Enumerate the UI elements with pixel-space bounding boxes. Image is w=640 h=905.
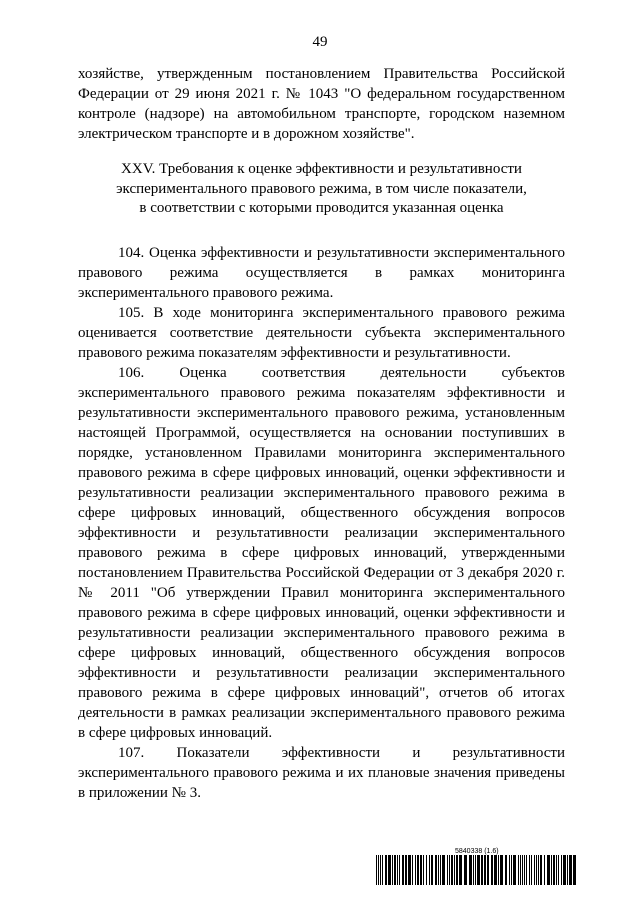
document-body (78, 64, 565, 803)
paragraph-106: 106. Оценка соответствия деятельности субъектов экспериментального правового режима показателям эффективности и результативности экспериментального правового режима, установленным настоящей Программой, осуществляется на основании поступивших в порядке, установленном Правилами мониторинга экспериментального правового режима в сфере цифровых инноваций, оценки эффективности и результативности реализации экспериментального правового режима в сфере цифровых инноваций, общественного обсуждения вопросов эффективности и результативности реализации экспериментального правового режима в сфере цифровых инноваций, утвержденными постановлением Правительства Российской Федерации от 3 декабря 2020 г. № 2011 "Об утверждении Правил мониторинга экспериментального правового режима в сфере цифровых инноваций, оценки эффективности и результативности реализации экспериментального правового режима в сфере цифровых инноваций, общественного обсуждения вопросов эффективности и результативности реализации экспериментального правового режима в сфере цифровых инноваций", отчетов об итогах деятельности в рамках реализации экспериментального правового режима в сфере цифровых инноваций. (78, 364, 565, 741)
section-heading-line-1: XXV. Требования к оценке эффективности и результативности (121, 161, 522, 177)
page-number: 49 (312, 34, 328, 50)
paragraph-105: 105. В ходе мониторинга экспериментального правового режима оценивается соответствие деятельности субъекта экспериментального правового режима показателям эффективности и результативности. (78, 304, 565, 361)
barcode-image (376, 855, 578, 885)
section-heading-line-3: в соответствии с которыми проводится указанная оценка (139, 200, 504, 216)
barcode-label: 5840338 (1.6) (455, 848, 499, 855)
paragraph-104: 104. Оценка эффективности и результативности экспериментального правового режима осуществляется в рамках мониторинга экспериментального правового режима. (78, 244, 565, 301)
section-heading (78, 160, 565, 219)
paragraph-107: 107. Показатели эффективности и результативности экспериментального правового режима и их плановые значения приведены в приложении № 3. (78, 744, 565, 801)
section-heading-line-2: экспериментального правового режима, в том числе показатели, (116, 180, 527, 197)
intro-paragraph: хозяйстве, утвержденным постановлением Правительства Российской Федерации от 29 июня 2021 г. № 1043 "О федеральном государственном контроле (надзоре) на автомобильном транспорте, городском наземном электрическом транспорте и в дорожном хозяйстве". (78, 66, 565, 142)
